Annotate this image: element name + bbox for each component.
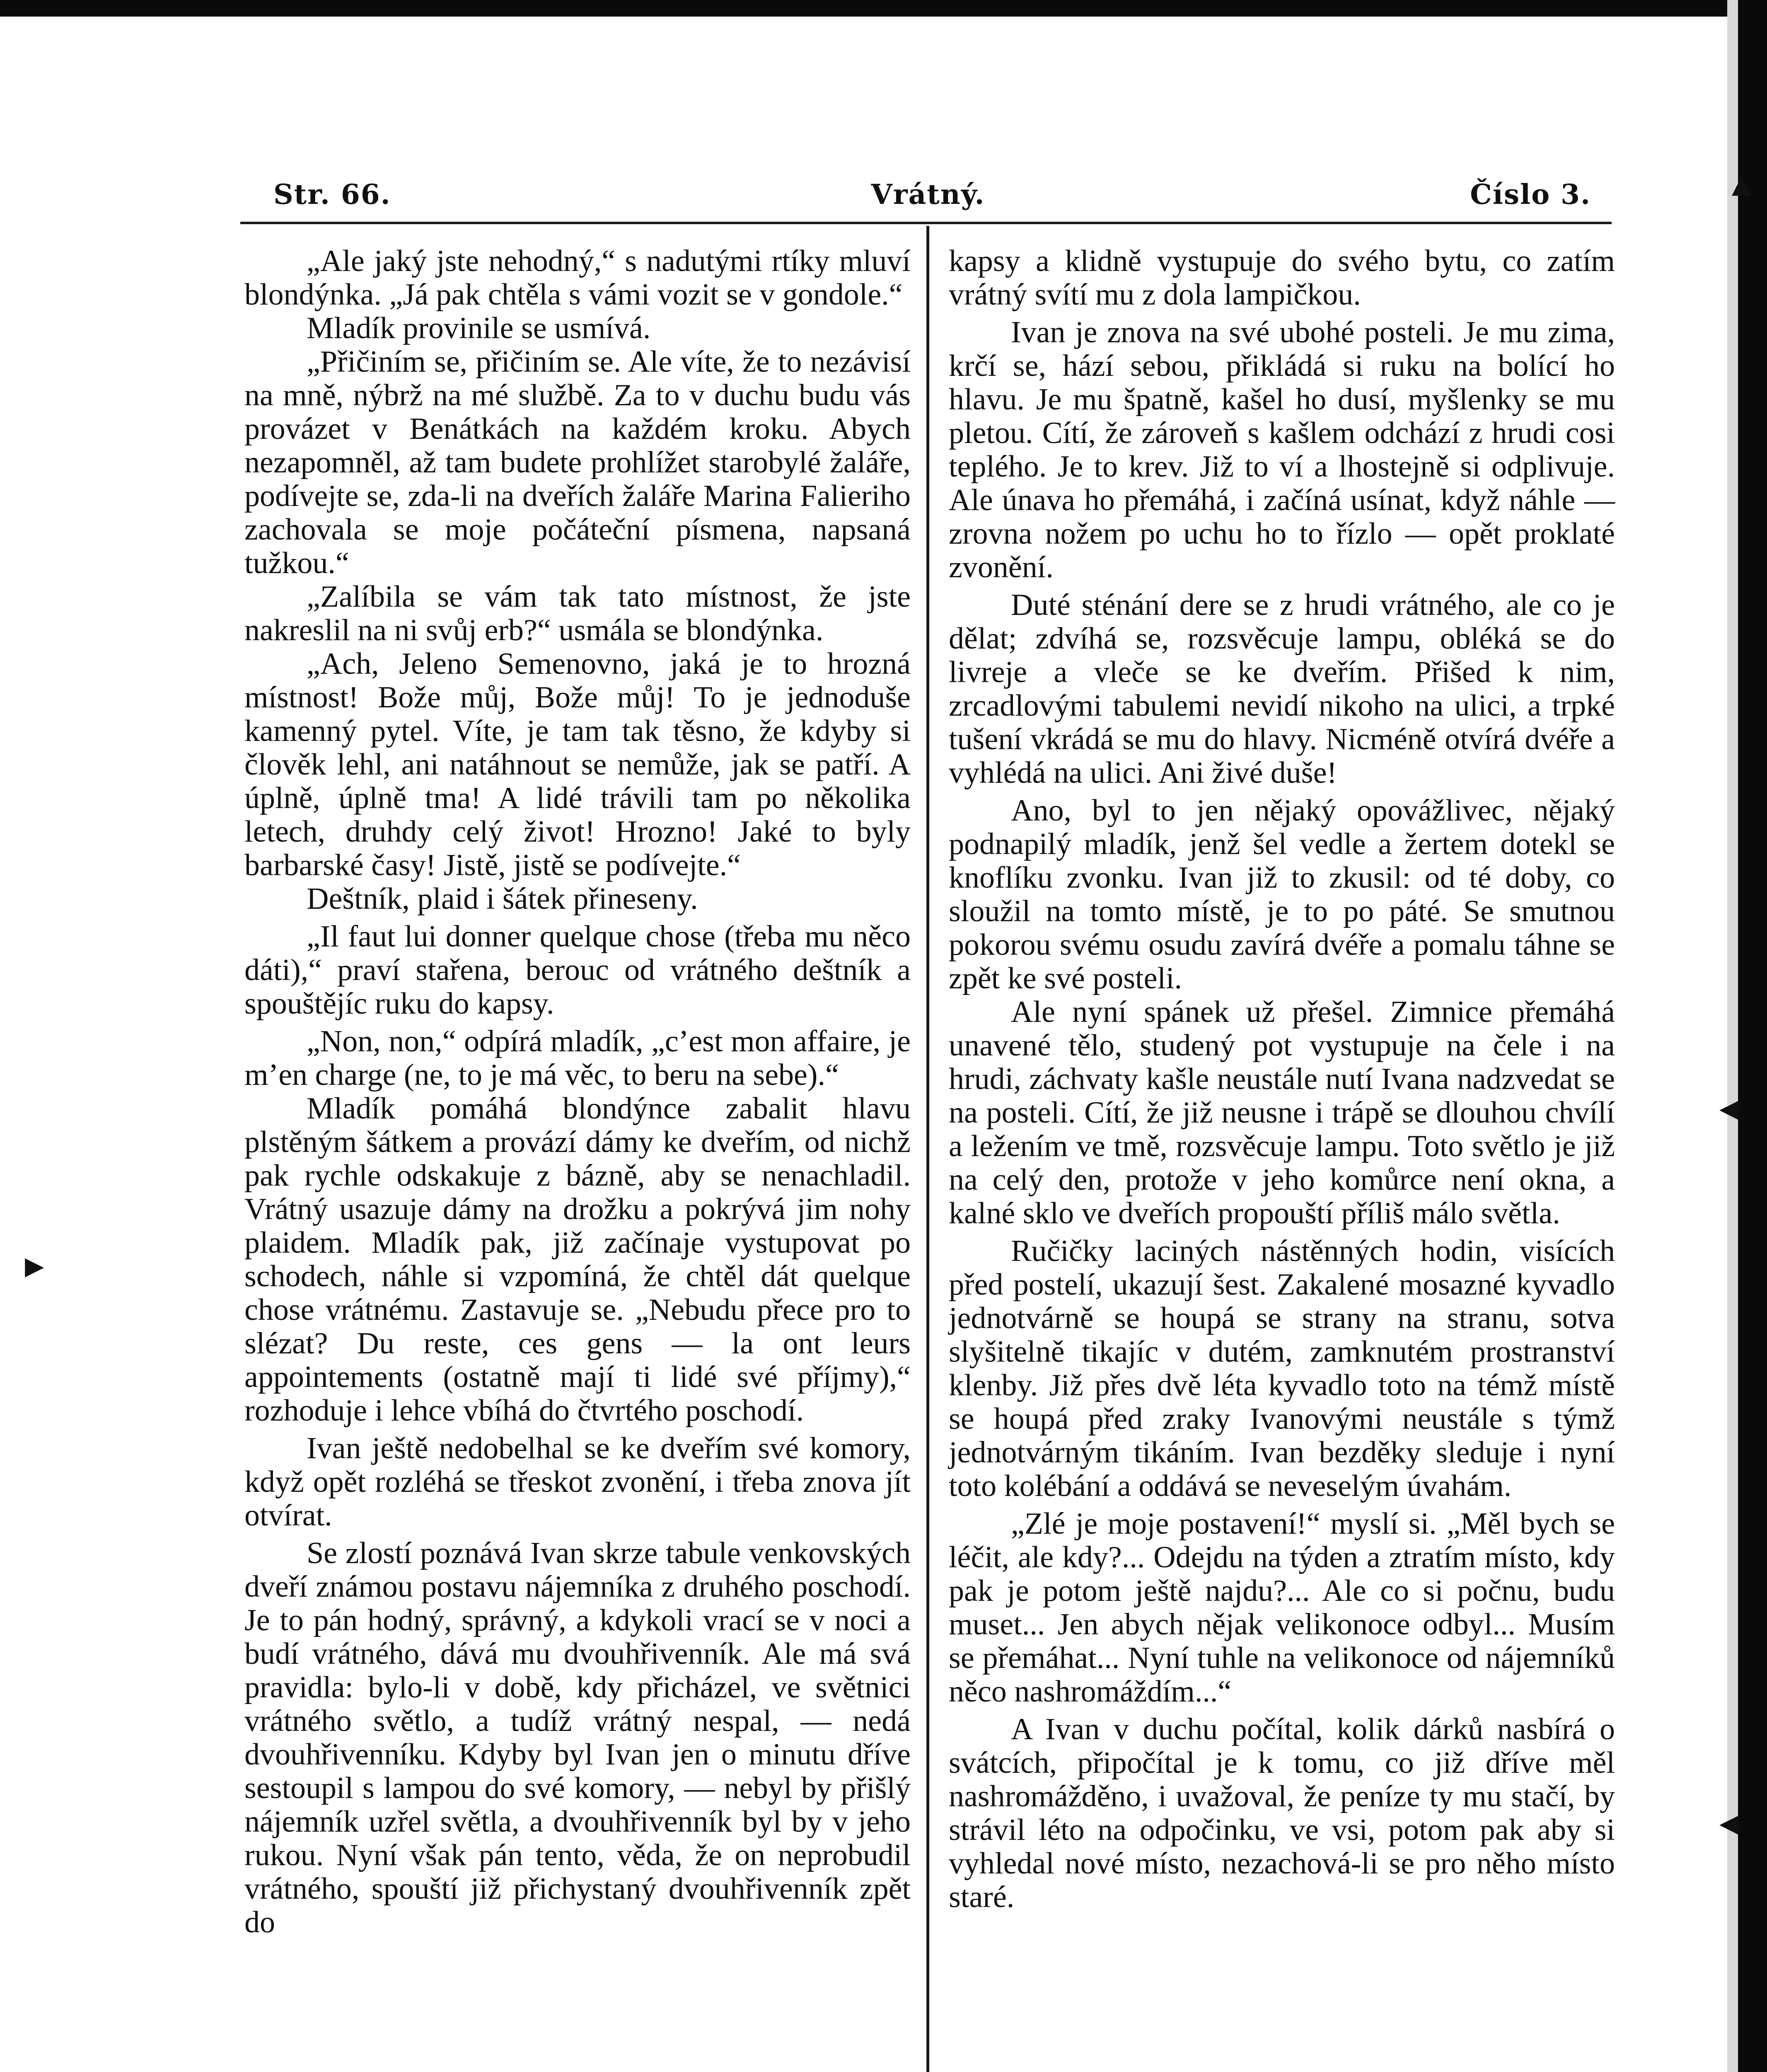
issue-number: Číslo 3. (1470, 178, 1591, 211)
paragraph: kapsy a klidně vystupuje do svého bytu, co zatím vrátný svítí mu z dola lampičkou. (949, 244, 1615, 312)
paragraph: A Ivan v duchu počítal, kolik dárků nasbírá o svátcích, připočítal je k tomu, co již dříve měl nashromážděno, i uvažoval, že peníze ty mu stačí, by strávil léto na odpočinku, ve vsi, potom pak aby si vyhledal nové místo, nezachová-li se pro něho místo staré. (949, 1712, 1615, 1914)
scan-edge-right (1738, 0, 1767, 2072)
scan-edge-top (0, 0, 1767, 17)
margin-arrow-icon: ▶ (25, 1251, 44, 1280)
paragraph: Duté sténání dere se z hrudi vrátného, ale co je dělat; zdvíhá se, rozsvěcuje lampu, obléká se do livreje a vleče se ke dveřím. Přišed k nim, zrcadlovými tabulemi nevidí nikoho na ulici, a trpké tušení vkrádá se mu do hlavy. Nicméně otvírá dvéře a vyhlédá na ulici. Ani živé duše! (949, 588, 1615, 790)
paragraph: Ano, byl to jen nějaký opovážlivec, nějaký podnapilý mladík, jenž šel vedle a žertem dotekl se knoflíku zvonku. Ivan již to zkusil: od té doby, co sloužil na tomto místě, je to po páté. Se smutnou pokorou svému osudu zavírá dvéře a pomalu táhne se zpět ke své posteli. (949, 794, 1615, 995)
margin-arrow-icon: ◀ (1719, 1094, 1739, 1123)
paragraph: Se zlostí poznává Ivan skrze tabule venkovských dveří známou postavu nájemníka z druhého poschodí. Je to pán hodný, správný, a kdykoli vrací se v noci a budí vrátného, dává mu dvouhřivenník. Ale má svá pravidla: bylo-li v době, kdy přicházel, ve světnici vrátného světlo, a tudíž vrátný nespal, — nedá dvouhřivenníku. Kdyby byl Ivan jen o minutu dříve sestoupil s lampou do své komory, — nebyl by přišlý nájemník uzřel světla, a dvouhřivenník byl by v jeho rukou. Nyní však pán tento, věda, že on neprobudil vrátného, spouští již přichystaný dvouhřivenník zpět do (244, 1536, 911, 1939)
paragraph: Ručičky laciných nástěnných hodin, visících před postelí, ukazují šest. Zakalené mosazné kyvadlo jednotvárně se houpá se strany na stranu, sotva slyšitelně tikajíc v dutém, zamknutém prostranství klenby. Již přes dvě léta kyvadlo toto na témž místě se houpá před zraky Ivanovými neustále s týmž jednotvárným tikáním. Ivan bezděky sleduje i nyní toto kolébání a oddává se neveselým úvahám. (949, 1234, 1615, 1503)
page-number: Str. 66. (273, 178, 391, 211)
left-column (244, 244, 911, 1939)
paragraph: „Non, non,“ odpírá mladík, „c’est mon affaire, je m’en charge (ne, to je má věc, to beru na sebe).“ (244, 1024, 911, 1092)
running-title: Vrátný. (871, 178, 985, 211)
paragraph: „Il faut lui donner quelque chose (třeba mu něco dáti),“ praví stařena, berouc od vrátného deštník a spouštějíc ruku do kapsy. (244, 920, 911, 1021)
paragraph: „Zlé je moje postavení!“ myslí si. „Měl bych se léčit, ale kdy?... Odejdu na týden a ztratím místo, kdy pak je potom ještě najdu?... Ale co si počnu, budu muset... Jen abych nějak velikonoce odbyl... Musím se přemáhat... Nyní tuhle na velikonoce od nájemníků něco nashromáždím...“ (949, 1507, 1615, 1709)
paragraph: „Ale jaký jste nehodný,“ s nadutými rtíky mluví blondýnka. „Já pak chtěla s vámi vozit se v gondole.“ (244, 244, 911, 312)
paragraph: Ivan je znova na své ubohé posteli. Je mu zima, krčí se, hází sebou, přikládá si ruku na bolící ho hlavu. Je mu špatně, kašel ho dusí, myšlenky se mu pletou. Cítí, že zároveň s kašlem odchází z hrudi cosi teplého. Je to krev. Již to ví a lhostejně si odplivuje. Ale únava ho přemáhá, i začíná usínat, když náhle — zrovna nožem po uchu ho to řízlo — opět proklaté zvonění. (949, 315, 1615, 584)
paragraph: Mladík pomáhá blondýnce zabalit hlavu plstěným šátkem a provází dámy ke dveřím, od nichž pak rychle odskakuje z bázně, aby se nenachladil. Vrátný usazuje dámy na drožku a pokrývá jim nohy plaidem. Mladík pak, již začínaje vystupovat po schodech, náhle si vzpomíná, že chtěl dát quelque chose vrátnému. Zastavuje se. „Nebudu přece pro to slézat? Du reste, ces gens — la ont leurs appointements (ostatně mají ti lidé své příjmy),“ rozhoduje i lehce vbíhá do čtvrtého poschodí. (244, 1092, 911, 1428)
right-column (949, 244, 1615, 1914)
margin-arrow-icon: ◀ (1719, 1809, 1739, 1838)
page-header (240, 178, 1616, 215)
column-divider (926, 226, 929, 2072)
paragraph: Deštník, plaid i šátek přineseny. (307, 882, 698, 916)
paragraph: Mladík provinile se usmívá. (307, 311, 651, 345)
paragraph: Ivan ještě nedobelhal se ke dveřím své komory, když opět rozléhá se třeskot zvonění, i třeba znova jít otvírat. (244, 1431, 911, 1532)
scan-edge-shadow (1727, 0, 1738, 2072)
paragraph: „Ach, Jeleno Semenovno, jaká je to hrozná místnost! Bože můj, Bože můj! To je jednoduše kamenný pytel. Víte, je tam tak těsno, že kdyby si člověk lehl, ani natáhnout se nemůže, jak se patří. A úplně, úplně tma! A lidé trávili tam po několika letech, druhdy celý život! Hrozno! Jaké to byly barbarské časy! Jistě, jistě se podívejte.“ (244, 647, 911, 882)
paragraph: Ale nyní spánek už přešel. Zimnice přemáhá unavené tělo, studený pot vystupuje na čele i na hrudi, záchvaty kašle neustále nutí Ivana nadzvedat se na posteli. Cítí, že již neusne i trápě se dlouhou chvílí a ležením ve tmě, rozsvěcuje lampu. Toto světlo je již na celý den, protože v jeho komůrce není okna, a kalné sklo ve dveřích propouští příliš málo světla. (949, 995, 1615, 1230)
header-rule (240, 222, 1612, 224)
paragraph: „Zalíbila se vám tak tato místnost, že jste nakreslil na ni svůj erb?“ usmála se blondýnka. (244, 580, 911, 647)
margin-arrow-icon: ▲ (1732, 170, 1751, 199)
paragraph: „Přičiním se, přičiním se. Ale víte, že to nezávisí na mně, nýbrž na mé službě. Za to v duchu budu vás provázet v Benátkách na každém kroku. Abych nezapomněl, až tam budete prohlížet starobylé žaláře, podívejte se, zda-li na dveřích žaláře Marina Falieriho zachovala se moje počáteční písmena, napsaná tužkou.“ (244, 345, 911, 580)
